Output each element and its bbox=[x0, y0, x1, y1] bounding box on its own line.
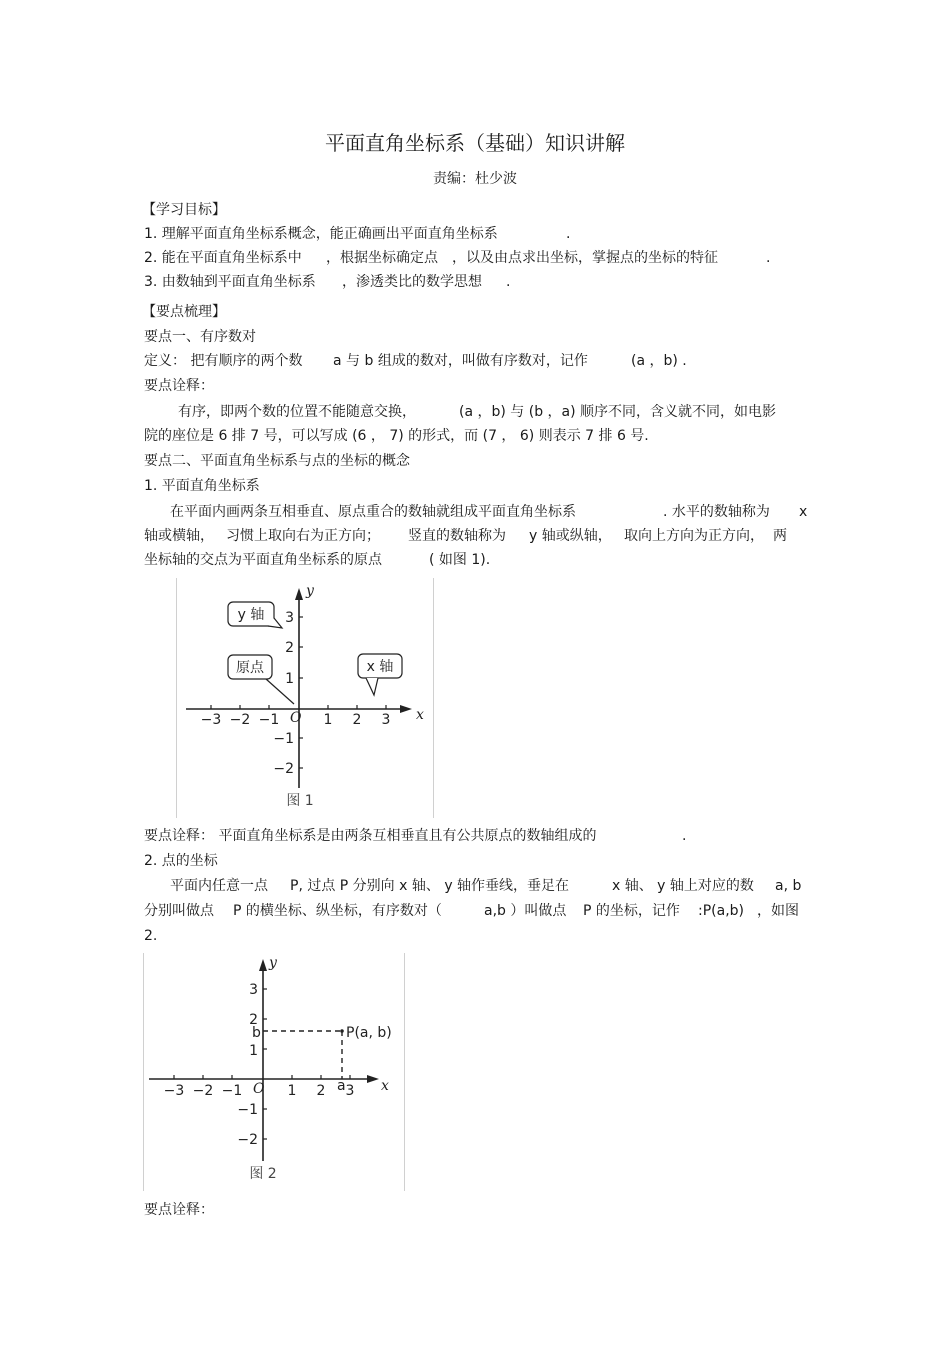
figure-1-x-axis-label: x bbox=[416, 707, 424, 723]
para-2-line-2-f: ，如图 bbox=[757, 903, 799, 919]
figure-2-y-tick-label: 3 bbox=[249, 982, 258, 998]
objective-2-part-2: ，根据坐标确定点 bbox=[326, 250, 438, 266]
figure-2-caption: 图 2 bbox=[249, 1166, 277, 1182]
para-1-line-2-a: 轴或横轴， bbox=[144, 528, 214, 544]
figure-1 bbox=[176, 578, 434, 818]
figure-2-x-tick-label: 2 bbox=[316, 1083, 326, 1099]
figure-1-x-tick-label: −2 bbox=[229, 712, 251, 728]
callout-x-axis-pointer bbox=[366, 678, 378, 695]
para-1-part-2: . 水平的数轴称为 bbox=[663, 504, 770, 520]
figure-2-point-label: P(a, b) bbox=[346, 1025, 392, 1041]
objective-1: 1. 理解平面直角坐标系概念，能正确画出平面直角坐标系 bbox=[144, 226, 498, 242]
figure-2-x-tick-label: 3 bbox=[345, 1083, 355, 1099]
definition-part-3: (a ，b) . bbox=[631, 353, 687, 369]
figure-2-y-axis-label: y bbox=[269, 955, 277, 971]
figure-2-x-tick-label: 1 bbox=[287, 1083, 297, 1099]
para-1-line-2-d: y 轴或纵轴， bbox=[529, 528, 612, 544]
figure-2-y-tick-label: −1 bbox=[237, 1102, 258, 1118]
objective-3-part-1: 3. 由数轴到平面直角坐标系 bbox=[144, 274, 316, 290]
para-1-line-3-b: ( 如图 1). bbox=[429, 552, 491, 568]
para-1-line-2-f: 两 bbox=[773, 528, 787, 544]
figure-2-b-label: b bbox=[252, 1025, 261, 1041]
subheading-point-coordinates: 2. 点的坐标 bbox=[144, 853, 218, 869]
figure-1-svg bbox=[176, 578, 434, 818]
para-1-part-1: 在平面内画两条互相垂直、原点重合的数轴就组成平面直角坐标系 bbox=[170, 504, 576, 520]
figure-1-y-tick-label: −2 bbox=[273, 761, 294, 777]
figure-1-y-tick-label: 1 bbox=[285, 671, 294, 687]
point-p-marker bbox=[340, 1029, 344, 1033]
note-2-period: . bbox=[682, 828, 687, 844]
figure-1-x-tick-label: 3 bbox=[381, 712, 391, 728]
para-1-line-2-c: 竖直的数轴称为 bbox=[408, 528, 506, 544]
note-1-line-2: 院的座位是 6 排 7 号，可以写成 (6 ， 7) 的形式，而 (7 ， 6) 则表示 7 排 6 号. bbox=[144, 428, 649, 444]
figure-1-y-axis-label: y bbox=[306, 583, 314, 599]
figure-2-origin-label: O bbox=[253, 1081, 265, 1097]
figure-2-x-tick-label: −1 bbox=[221, 1083, 243, 1099]
note-heading-1: 要点诠释： bbox=[144, 378, 214, 394]
section-heading-objectives: 【学习目标】 bbox=[142, 202, 226, 218]
figure-1-y-arrow bbox=[295, 588, 303, 600]
callout-origin-label: 原点 bbox=[236, 660, 264, 676]
para-1-line-3-a: 坐标轴的交点为平面直角坐标系的原点 bbox=[144, 552, 382, 568]
editor-line: 责编：杜少波 bbox=[433, 171, 517, 187]
figure-1-x-tick-label: −1 bbox=[258, 712, 280, 728]
para-2-line-2-e: :P(a,b) bbox=[698, 903, 744, 919]
para-1-line-2-b: 习惯上取向右为正方向； bbox=[226, 528, 380, 544]
callout-y-axis-label: y 轴 bbox=[237, 607, 265, 623]
note-2-text: 要点诠释： 平面直角坐标系是由两条互相垂直且有公共原点的数轴组成的 bbox=[144, 828, 597, 844]
figure-2-x-arrow bbox=[367, 1075, 379, 1083]
para-2-part-3: x 轴、 y 轴上对应的数 bbox=[612, 878, 754, 894]
figure-1-y-tick-label: −1 bbox=[273, 731, 294, 747]
objective-3-period: . bbox=[506, 274, 511, 290]
figure-2 bbox=[143, 953, 405, 1191]
figure-2-y-tick-label: 2 bbox=[249, 1012, 258, 1028]
objective-1-period: . bbox=[566, 226, 571, 242]
para-2-part-4: a, b bbox=[775, 878, 802, 894]
figure-2-x-axis-label: x bbox=[381, 1078, 389, 1094]
figure-2-x-tick-label: −3 bbox=[163, 1083, 185, 1099]
para-2-part-2: P, 过点 P 分别向 x 轴、 y 轴作垂线，垂足在 bbox=[290, 878, 570, 894]
para-2-line-3: 2. bbox=[144, 928, 158, 944]
objective-3-part-2: ，渗透类比的数学思想 bbox=[342, 274, 482, 290]
para-1-line-2-e: 取向上方向为正方向， bbox=[624, 528, 764, 544]
page-title: 平面直角坐标系（基础）知识讲解 bbox=[325, 131, 625, 155]
definition-part-2: a 与 b 组成的数对，叫做有序数对，记作 bbox=[333, 353, 588, 369]
figure-2-svg bbox=[143, 953, 405, 1191]
figure-2-a-label: a bbox=[337, 1078, 346, 1094]
figure-2-y-tick-label: 1 bbox=[249, 1043, 258, 1059]
figure-1-x-tick-label: −3 bbox=[200, 712, 222, 728]
para-2-line-2-a: 分别叫做点 bbox=[144, 903, 214, 919]
figure-2-ticks bbox=[174, 989, 350, 1139]
figure-2-y-tick-label: −2 bbox=[237, 1132, 258, 1148]
subheading-coordinate-system: 1. 平面直角坐标系 bbox=[144, 478, 260, 494]
figure-1-x-tick-label: 1 bbox=[323, 712, 333, 728]
note-heading-3: 要点诠释： bbox=[144, 1202, 214, 1218]
note-1-part-2: (a ，b) 与 (b ，a) 顺序不同，含义就不同，如电影 bbox=[459, 404, 777, 420]
callout-x-axis-label: x 轴 bbox=[366, 659, 394, 675]
section-heading-key-points: 【要点梳理】 bbox=[142, 304, 226, 320]
objective-2-period: . bbox=[766, 250, 771, 266]
para-2-part-1: 平面内任意一点 bbox=[170, 878, 268, 894]
objective-2-part-1: 2. 能在平面直角坐标系中 bbox=[144, 250, 302, 266]
figure-2-x-tick-label: −2 bbox=[192, 1083, 214, 1099]
figure-2-projection-lines bbox=[263, 1031, 342, 1079]
para-2-line-2-b: P 的横坐标、纵坐标，有序数对（ bbox=[233, 903, 442, 919]
definition-part-1: 定义： 把有顺序的两个数 bbox=[144, 353, 303, 369]
figure-1-x-tick-label: 2 bbox=[352, 712, 362, 728]
figure-1-caption: 图 1 bbox=[286, 793, 314, 809]
para-1-part-3: x bbox=[799, 504, 808, 520]
note-1-part-1: 有序，即两个数的位置不能随意交换， bbox=[178, 404, 416, 420]
point-one-heading: 要点一、有序数对 bbox=[144, 329, 256, 345]
figure-1-origin-label: O bbox=[290, 710, 302, 726]
para-2-line-2-d: P 的坐标，记作 bbox=[583, 903, 680, 919]
figure-2-y-arrow bbox=[259, 959, 267, 971]
objective-2-part-3: ，以及由点求出坐标，掌握点的坐标的特征 bbox=[452, 250, 718, 266]
figure-1-y-tick-label: 2 bbox=[285, 640, 294, 656]
figure-1-x-arrow bbox=[400, 705, 412, 713]
para-2-line-2-c: a,b ）叫做点 bbox=[484, 903, 567, 919]
figure-1-y-tick-label: 3 bbox=[285, 610, 294, 626]
point-two-heading: 要点二、平面直角坐标系与点的坐标的概念 bbox=[144, 453, 410, 469]
